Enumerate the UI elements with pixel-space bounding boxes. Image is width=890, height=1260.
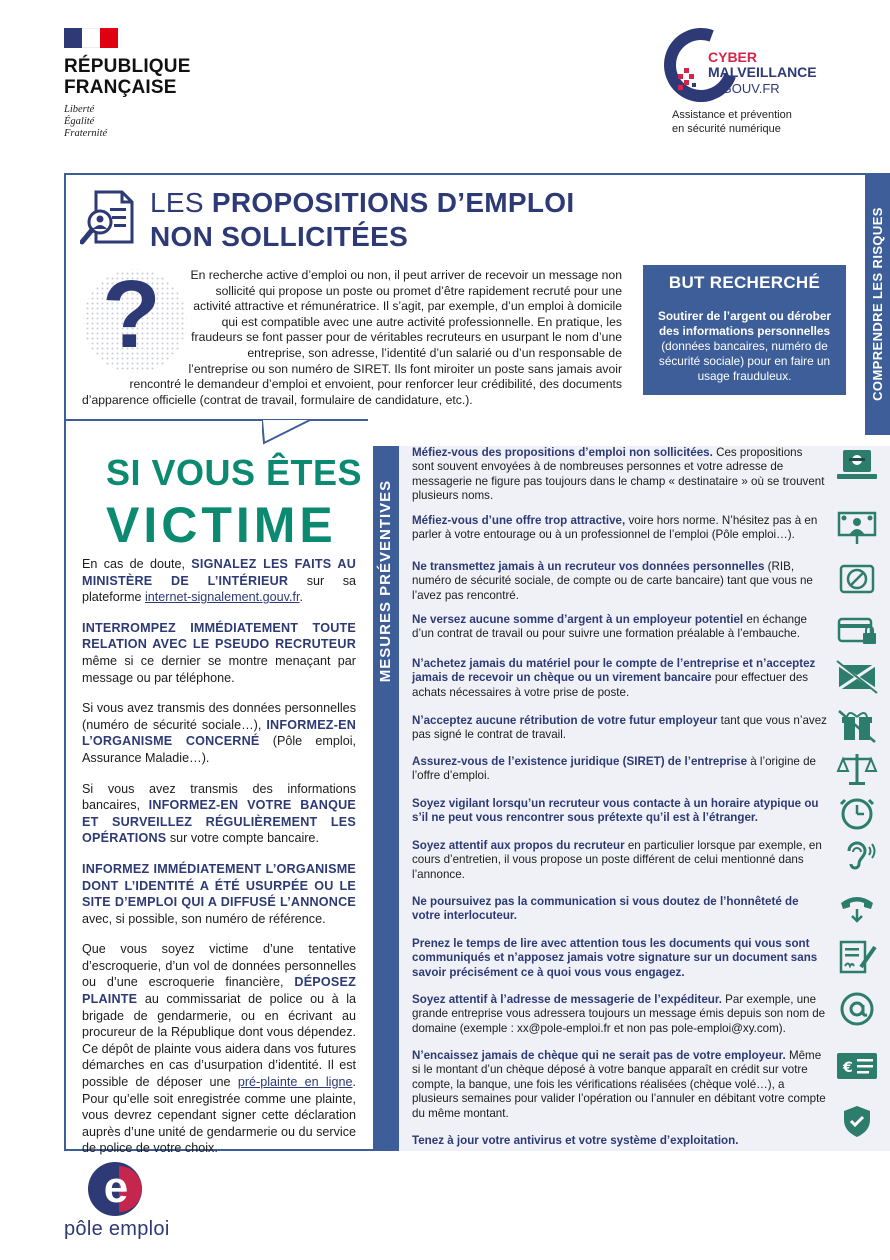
clock-icon (835, 795, 879, 831)
page-title: LES PROPOSITIONS D’EMPLOI NON SOLLICITÉES (150, 187, 575, 252)
republique-francaise-logo (64, 28, 224, 140)
french-flag-icon (64, 28, 118, 48)
no-transfer-icon (835, 659, 879, 695)
republic-motto: Liberté Égalité Fraternité (64, 104, 108, 139)
measure-item: Tenez à jour votre antivirus et votre système d’exploitation. (412, 1134, 890, 1148)
document-search-icon (80, 188, 138, 248)
side-tab: COMPRENDRE LES RISQUES (865, 173, 890, 435)
speech-bubble-tail (262, 419, 312, 445)
goal-box: BUT RECHERCHÉ Soutirer de l’argent ou dérober des informations personnelles (données bancaires, numéro de sécurité sociale) pour en faire un usage frauduleux. (643, 265, 846, 395)
victim-title-big: VICTIME (106, 497, 337, 553)
measure-item: Soyez attentif aux propos du recruteur en particulier lorsque par exemple, en cours d’entretien, il vous propose un poste différent de celui mentionné dans l’annonce. (412, 839, 890, 882)
sign-document-icon (835, 939, 879, 975)
malveillance-text: MALVEILLANCE (708, 64, 817, 80)
measures-band: MESURES PRÉVENTIVES (373, 446, 399, 1151)
at-sign-icon (835, 991, 879, 1027)
euro-cheque-icon (835, 1049, 879, 1085)
shield-check-icon (835, 1104, 879, 1140)
hang-up-icon (835, 889, 879, 925)
victim-title: SI VOUS ÊTES (106, 452, 363, 493)
measure-item: Soyez vigilant lorsqu’un recruteur vous contacte à un horaire atypique ou s’il ne peut vous rencontrer sous prétexte qu’il est à l’étranger. (412, 797, 890, 826)
measure-item: Ne poursuivez pas la communication si vous doutez de l’honnêteté de votre interlocuteur. (412, 895, 890, 924)
cybermalveillance-logo (662, 28, 852, 136)
bubble-border (64, 419, 368, 421)
victim-section: En cas de doute, SIGNALEZ LES FAITS AU MINISTÈRE DE L’INTÉRIEUR sur sa plateforme internet-signalement.gouv.fr. INTERROMPEZ IMMÉDIATEMENT TOUTE RELATION AVEC LE PSEUDO RECRUTEUR même si ce dernier se montre menaçant par message ou par téléphone. Si vous avez transmis des données personnelles (numéro de sécurité sociale…), INFORMEZ-EN L’ORGANISME CONCERNÉ (Pôle emploi, Assurance Maladie…). Si vous avez transmis des informations bancaires, INFORMEZ-EN VOTRE BANQUE ET SURVEILLEZ RÉGULIÈREMENT LES OPÉRATIONS sur votre compte bancaire. INFORMEZ IMMÉDIATEMENT L’ORGANISME DONT L’IDENTITÉ A ÉTÉ USURPÉE OU LE SITE D’EMPLOI QUI A DIFFUSÉ L’ANNONCE avec, si possible, son numéro de référence. Que vous soyez victime d’une tentative d’escroquerie, d’un vol de données personnelles ou d’une escroquerie financière, DÉPOSEZ PLAINTE au commissariat de police ou à la brigade de gendarmerie, ou en écrivant au procureur de la République dont vous dépendez. Ce dépôt de plainte vous aidera dans vos futures démarches en cas d’usurpation d’identité. Il est possible de déposer une pré-plainte en ligne. Pour qu’elle soit enregistrée comme une plainte, vous devrez cependant signer cette déclaration auprès d’une unité de gendarmerie ou du service de police de votre choix. (82, 557, 357, 1156)
pixel-icon (678, 68, 700, 90)
measure-item: N’achetez jamais du matériel pour le compte de l’entreprise et n’acceptez jamais de recevoir un chèque ou un virement bancaire pour effectuer des achats nécessaires à votre prise de poste. (412, 657, 890, 700)
measure-item: Ne transmettez jamais à un recruteur vos données personnelles (RIB, numéro de sécurité sociale, de compte ou de carte bancaire) tant que vous ne l’avez pas rencontré. (412, 560, 890, 603)
measure-item: Méfiez-vous d’une offre trop attractive, voire hors norme. N’hésitez pas à en parler à votre entourage ou à un professionnel de l’emploi (Pôle emploi…). (412, 514, 890, 543)
measure-item: N’encaissez jamais de chèque qui ne serait pas de votre employeur. Même si le montant d’un chèque déposé à votre banque apparaît en crédit sur votre compte, la banque, une fois les vérifications réalisées (chèque volé…), a plusieurs semaines pour valider l’opération ou l’annuler en débitant votre compte du même montant. € (412, 1049, 890, 1121)
no-gift-icon (835, 708, 879, 744)
measure-item: N’acceptez aucune rétribution de votre futur employeur tant que vous n’avez pas signé le contrat de travail. (412, 714, 890, 743)
svg-text:€: € (843, 1060, 853, 1076)
measure-item: Méfiez-vous des propositions d’emploi non sollicitées. Ces propositions sont souvent envoyées à de nombreuses personnes et votre adresse de messagerie ne figure pas toujours dans le champ « destinataire » où se trouvent plusieurs noms. (412, 446, 890, 504)
no-data-icon (835, 562, 879, 598)
measure-item: Soyez attentif à l’adresse de messagerie de l’expéditeur. Par exemple, une grande entreprise vous adressera toujours un message émis depuis son nom de domaine (exemple : xx@pole-emploi.fr et non pas pole-emploi@xy.com). (412, 993, 890, 1036)
republic-name: RÉPUBLIQUE FRANÇAISE (64, 56, 191, 98)
intro-paragraph: En recherche active d’emploi ou non, il peut arriver de recevoir un message non sollicité qui propose un poste ou promet d’être rapidement recruté pour une activité attractive et rémunératrice. Il s’agit, par exemple, d’un emploi à domicile qui est compatible avec une autre activité professionnelle. En pratique, les fraudeurs se font passer pour de véritables recruteurs en usurpant le nom d’une entreprise, son adresse, l’identité d’un salarié ou d’un responsable de l’entreprise ou son numéro de SIRET. Ils font miroiter un poste sans jamais avoir rencontré le demandeur d’emploi et envoient, pour renforcer leur crédibilité, des documents d’apparence officielle (contrat de travail, formulaire de candidature, etc.). (82, 268, 622, 407)
cyber-text: CYBER (708, 49, 758, 65)
measure-item: Prenez le temps de lire avec attention tous les documents qui vous sont communiqués et n’apposez jamais votre signature sur un document sans savoir précisément ce à quoi vous vous engagez. (412, 937, 890, 980)
card-lock-icon (835, 613, 879, 649)
pole-emploi-logo: e pôle emploi (64, 1163, 170, 1240)
question-mark-icon: ? (80, 266, 190, 376)
signalement-link[interactable]: internet-signalement.gouv.fr (145, 590, 300, 605)
hacker-laptop-icon (835, 448, 879, 484)
presenter-icon (835, 510, 879, 546)
measure-item: Ne versez aucune somme d’argent à un employeur potentiel en échange d’un contrat de travail ou pour suivre une formation préalable à l’embauche. (412, 613, 890, 642)
pre-plainte-link[interactable]: pré-plainte en ligne (237, 1075, 353, 1090)
ear-icon (835, 837, 879, 873)
measure-item: Assurez-vous de l’existence juridique (SIRET) de l’entreprise à l’origine de l’offre d’emploi. (412, 755, 890, 784)
scales-icon (835, 751, 879, 787)
gouv-text: .GOUV.FR (718, 81, 780, 96)
cyber-subtitle: Assistance et prévention en sécurité numérique (672, 109, 792, 135)
